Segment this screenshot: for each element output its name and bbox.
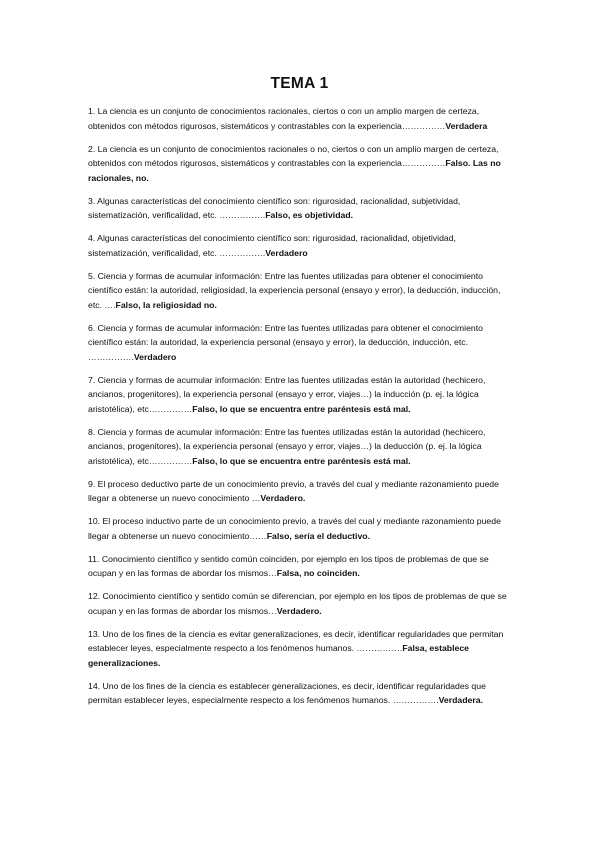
- statement-text: 2. La ciencia es un conjunto de conocimientos racionales o no, ciertos o con un amplio margen de certeza, obtenidos con métodos rigurosos, sistemáticos y contrastables con la experiencia……………: [88, 143, 499, 168]
- page-title: TEMA 1: [270, 75, 329, 92]
- statement-item: [88, 589, 514, 618]
- statement-answer: Falso, la religiosidad no.: [115, 299, 217, 310]
- statement-answer: Falso, sería el deductivo.: [266, 530, 371, 541]
- statement-text: 13. Uno de los fines de la ciencia es evitar generalizaciones, es decir, identificar regularidades que permitan establecer leyes, especialmente respecto a los fenómenos humanos. …………….: [88, 628, 504, 653]
- statement-answer: Verdadero.: [260, 493, 306, 503]
- statement-text: 3. Algunas características del conocimiento científico son: rigurosidad, racionalidad, subjetividad, sistematización, verificalidad, etc. …………….: [88, 195, 461, 220]
- statement-text: 12. Conocimiento científico y sentido común se diferencian, por ejemplo en los tipos de problemas de que se ocupan y en las formas de abordar los mismos…: [88, 591, 507, 616]
- statement-item: [88, 679, 514, 708]
- statement-item: [88, 194, 514, 223]
- statement-text: 1. La ciencia es un conjunto de conocimientos racionales, ciertos o con un amplio margen de certeza, obtenidos con métodos rigurosos, sistemáticos y contrastables con la experiencia……………: [88, 106, 480, 131]
- statement-answer: Verdadero: [133, 351, 177, 362]
- statement-item: [88, 231, 514, 260]
- statement-item: [88, 104, 514, 133]
- statement-item: [88, 142, 514, 186]
- statement-item: [88, 552, 514, 581]
- statement-item: [88, 425, 514, 469]
- statement-text: 4. Algunas características del conocimiento científico son: rigurosidad, racionalidad, objetividad, sistematización, verificalidad, etc. …………….: [88, 233, 456, 258]
- statement-item: [88, 321, 514, 365]
- statement-text: 7. Ciencia y formas de acumular información: Entre las fuentes utilizadas están la autoridad (hechicero, ancianos, progenitores), la experiencia personal (ensayo y error, viajes…) la inducción (p. ej. la lógica aristotélica), etc……………: [88, 374, 486, 414]
- statement-answer: Verdadero.: [276, 605, 322, 616]
- statement-text: 14. Uno de los fines de la ciencia es establecer generalizaciones, es decir, identificar regularidades que permitan establecer leyes, especialmente respecto a los fenómenos humanos. …………….: [88, 680, 486, 705]
- statement-list: [88, 104, 514, 716]
- statement-answer: Verdadera.: [438, 695, 484, 705]
- statement-text: 9. El proceso deductivo parte de un conocimiento previo, a través del cual y mediante razonamiento puede llegar a obtenerse un nuevo conocimiento …: [88, 478, 499, 503]
- statement-answer: Falsa, establece generalizaciones.: [88, 643, 470, 668]
- statement-item: [88, 269, 514, 313]
- statement-answer: Verdadera: [445, 120, 488, 131]
- statement-text: 6. Ciencia y formas de acumular información: Entre las fuentes utilizadas para obtener el conocimiento científico están: la autoridad, la experiencia personal (ensayo y error), la deducción, inducción, etc. …………….: [88, 322, 484, 362]
- statement-item: [88, 477, 514, 506]
- statement-text: 5. Ciencia y formas de acumular información: Entre las fuentes utilizadas para obtener el conocimiento científico están: la autoridad, religiosidad, la experiencia personal (ensayo y error), la deducción, inducción, etc. ….: [88, 270, 501, 310]
- statement-answer: Falso. Las no racionales, no.: [88, 158, 501, 183]
- statement-answer: Falso, es objetividad.: [265, 210, 354, 220]
- statement-item: [88, 373, 514, 417]
- statement-answer: Falsa, no coinciden.: [276, 568, 360, 578]
- statement-answer: Falso, lo que se encuentra entre paréntesis está mal.: [192, 455, 411, 466]
- statement-item: [88, 627, 514, 671]
- statement-text: 8. Ciencia y formas de acumular información: Entre las fuentes utilizadas están la autoridad (hechicero, ancianos, progenitores), la experiencia personal (ensayo y error, viajes…) la deducción (p. ej. la lógica aristotélica), etc……………: [88, 426, 486, 466]
- statement-answer: Falso, lo que se encuentra entre paréntesis está mal.: [192, 403, 411, 414]
- statement-item: [88, 514, 514, 543]
- statement-answer: Verdadero: [265, 247, 308, 258]
- statement-text: 10. El proceso inductivo parte de un conocimiento previo, a través del cual y mediante razonamiento puede llegar a obtenerse un nuevo conocimiento……: [88, 516, 501, 541]
- statement-text: 11. Conocimiento científico y sentido común coinciden, por ejemplo en los tipos de problemas de que se ocupan y en las formas de abordar los mismos…: [88, 553, 489, 578]
